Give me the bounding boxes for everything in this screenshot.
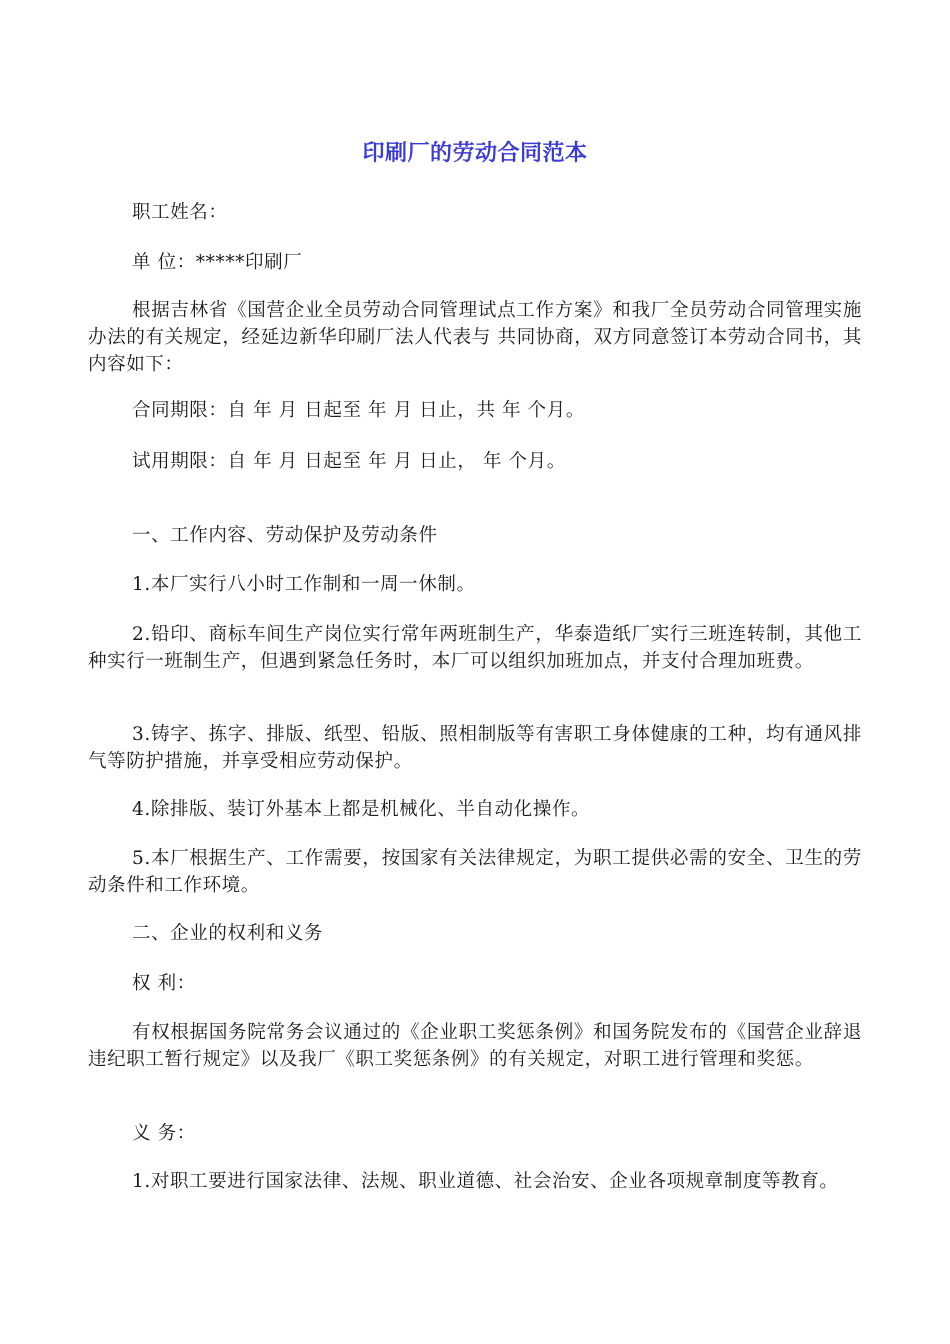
document-page — [88, 0, 862, 1344]
paragraph-item-1-2: 2.铅印、商标车间生产岗位实行常年两班制生产，华泰造纸厂实行三班连转制，其他工种实行一班制生产，但遇到紧急任务时，本厂可以组织加班加点，并支付合理加班费。 — [88, 624, 862, 672]
document-title: 印刷厂的劳动合同范本 — [362, 141, 588, 166]
paragraph-obligation-1: 1.对职工要进行国家法律、法规、职业道德、社会治安、企业各项规章制度等教育。 — [132, 1171, 839, 1192]
paragraph-item-1-3: 3.铸字、拣字、排版、纸型、铅版、照相制版等有害职工身体健康的工种，均有通风排气等防护措施，并享受相应劳动保护。 — [88, 724, 862, 772]
paragraph-item-1-4: 4.除排版、装订外基本上都是机械化、半自动化操作。 — [132, 799, 591, 820]
paragraph-rights: 有权根据国务院常务会议通过的《企业职工奖惩条例》和国务院发布的《国营企业辞退违纪职工暂行规定》以及我厂《职工奖惩条例》的有关规定，对职工进行管理和奖惩。 — [88, 1022, 862, 1070]
paragraph-obligations-label: 义 务： — [132, 1123, 196, 1144]
paragraph-item-1-5: 5.本厂根据生产、工作需要，按国家有关法律规定，为职工提供必需的安全、卫生的劳动条件和工作环境。 — [88, 848, 862, 896]
paragraph-contract-term: 合同期限：自 年 月 日起至 年 月 日止，共 年 个月。 — [132, 400, 585, 421]
section-heading-2: 二、企业的权利和义务 — [132, 923, 324, 944]
section-heading-1: 一、工作内容、劳动保护及劳动条件 — [132, 525, 438, 546]
paragraph-preamble: 根据吉林省《国营企业全员劳动合同管理试点工作方案》和我厂全员劳动合同管理实施办法的有关规定，经延边新华印刷厂法人代表与 共同协商，双方同意签订本劳动合同书，其内容如下： — [88, 300, 862, 375]
paragraph-rights-label: 权 利： — [132, 973, 196, 994]
paragraph-employee-name: 职工姓名： — [132, 202, 228, 223]
paragraph-item-1-1: 1.本厂实行八小时工作制和一周一休制。 — [132, 574, 476, 595]
paragraph-unit: 单 位：*****印刷厂 — [132, 252, 303, 273]
paragraph-probation-term: 试用期限：自 年 月 日起至 年 月 日止， 年 个月。 — [132, 451, 566, 472]
